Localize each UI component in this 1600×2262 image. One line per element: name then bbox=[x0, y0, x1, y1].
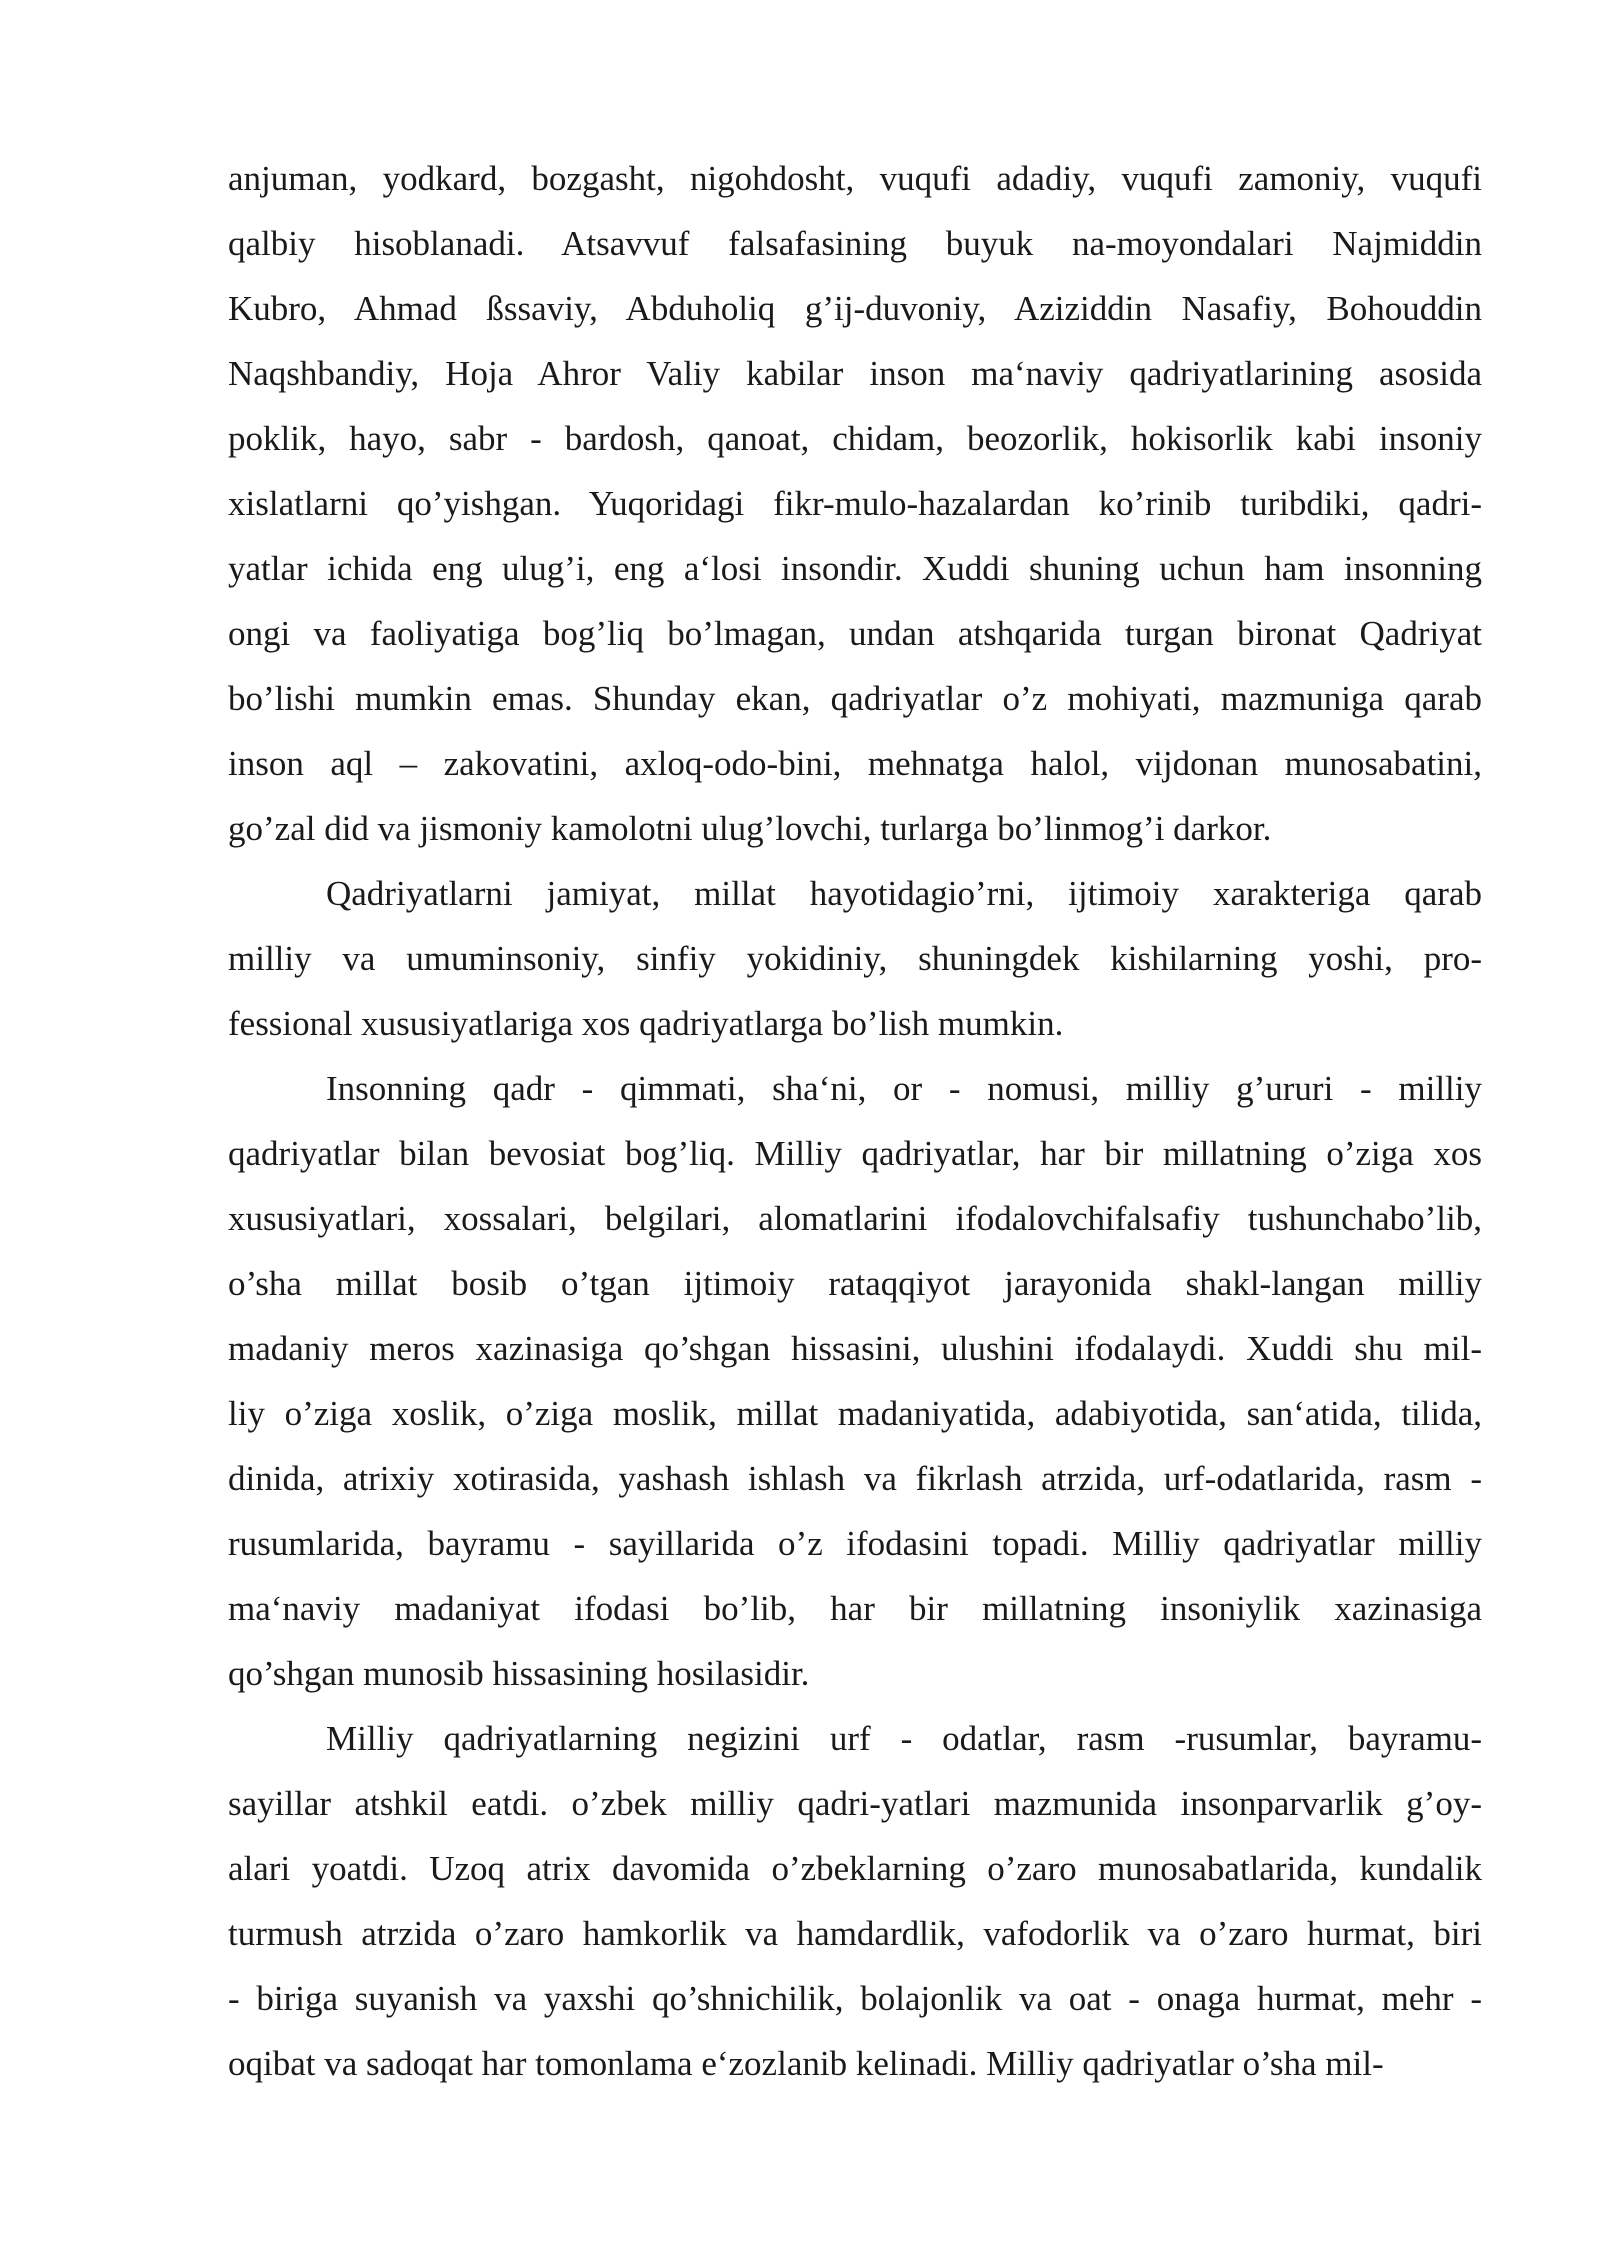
body-text bbox=[228, 146, 1482, 2096]
text-line: turmush atrzida o’zaro hamkorlik va hamdardlik, vafodorlik va o’zaro hurmat, biri bbox=[228, 1914, 1482, 1953]
text-line: Qadriyatlarni jamiyat, millat hayotidagio’rni, ijtimoiy xarakteriga qarab bbox=[326, 874, 1482, 913]
text-line: - biriga suyanish va yaxshi qo’shnichilik, bolajonlik va oat - onaga hurmat, mehr - bbox=[228, 1979, 1482, 2018]
text-line: bo’lishi mumkin emas. Shunday ekan, qadriyatlar o’z mohiyati, mazmuniga qarab bbox=[228, 679, 1482, 718]
text-line: xususiyatlari, xossalari, belgilari, alomatlarini ifodalovchifalsafiy tushunchabo’lib, bbox=[228, 1199, 1482, 1238]
text-line: madaniy meros xazinasiga qo’shgan hissasini, ulushini ifodalaydi. Xuddi shu mil- bbox=[228, 1329, 1482, 1368]
text-line: ma‘naviy madaniyat ifodasi bo’lib, har bir millatning insoniylik xazinasiga bbox=[228, 1589, 1482, 1628]
text-line: rusumlarida, bayramu - sayillarida o’z ifodasini topadi. Milliy qadriyatlar milliy bbox=[228, 1524, 1482, 1563]
text-line: go’zal did va jismoniy kamolotni ulug’lovchi, turlarga bo’linmog’i darkor. bbox=[228, 809, 1272, 848]
paragraph bbox=[228, 1056, 1482, 1706]
text-line: qadriyatlar bilan bevosiat bog’liq. Milliy qadriyatlar, har bir millatning o’ziga xos bbox=[228, 1134, 1482, 1173]
text-line: poklik, hayo, sabr - bardosh, qanoat, chidam, beozorlik, hokisorlik kabi insoniy bbox=[228, 419, 1482, 458]
text-line: anjuman, yodkard, bozgasht, nigohdosht, vuqufi adadiy, vuqufi zamoniy, vuqufi bbox=[228, 159, 1482, 198]
text-line: inson aql – zakovatini, axloq-odo-bini, mehnatga halol, vijdonan munosabatini, bbox=[228, 744, 1482, 783]
text-line: Kubro, Ahmad ßssaviy, Abduholiq g’ij-duvoniy, Aziziddin Nasafiy, Bohouddin bbox=[228, 289, 1482, 328]
text-line: Milliy qadriyatlarning negizini urf - odatlar, rasm -rusumlar, bayramu- bbox=[326, 1719, 1482, 1758]
text-line: milliy va umuminsoniy, sinfiy yokidiniy, shuningdek kishilarning yoshi, pro- bbox=[228, 939, 1482, 978]
paragraph bbox=[228, 146, 1482, 861]
paragraph bbox=[228, 1706, 1482, 2096]
text-line: fessional xususiyatlariga xos qadriyatlarga bo’lish mumkin. bbox=[228, 1004, 1064, 1043]
text-line: oqibat va sadoqat har tomonlama e‘zozlanib kelinadi. Milliy qadriyatlar o’sha mil- bbox=[228, 2044, 1384, 2083]
text-line: sayillar atshkil eatdi. o’zbek milliy qadri-yatlari mazmunida insonparvarlik g’oy- bbox=[228, 1784, 1482, 1823]
text-line: ongi va faoliyatiga bog’liq bo’lmagan, undan atshqarida turgan bironat Qadriyat bbox=[228, 614, 1482, 653]
text-line: liy o’ziga xoslik, o’ziga moslik, millat madaniyatida, adabiyotida, san‘atida, tilida, bbox=[228, 1394, 1482, 1433]
text-line: qalbiy hisoblanadi. Atsavvuf falsafasining buyuk na-moyondalari Najmiddin bbox=[228, 224, 1482, 263]
text-line: Naqshbandiy, Hoja Ahror Valiy kabilar inson ma‘naviy qadriyatlarining asosida bbox=[228, 354, 1482, 393]
text-line: qo’shgan munosib hissasining hosilasidir. bbox=[228, 1654, 810, 1693]
paragraph bbox=[228, 861, 1482, 1056]
text-line: o’sha millat bosib o’tgan ijtimoiy rataqqiyot jarayonida shakl-langan milliy bbox=[228, 1264, 1482, 1303]
text-line: alari yoatdi. Uzoq atrix davomida o’zbeklarning o’zaro munosabatlarida, kundalik bbox=[228, 1849, 1482, 1888]
text-line: dinida, atrixiy xotirasida, yashash ishlash va fikrlash atrzida, urf-odatlarida, rasm - bbox=[228, 1459, 1482, 1498]
text-line: Insonning qadr - qimmati, sha‘ni, or - nomusi, milliy g’ururi - milliy bbox=[326, 1069, 1482, 1108]
text-line: yatlar ichida eng ulug’i, eng a‘losi insondir. Xuddi shuning uchun ham insonning bbox=[228, 549, 1482, 588]
text-line: xislatlarni qo’yishgan. Yuqoridagi fikr-mulo-hazalardan ko’rinib turibdiki, qadri- bbox=[228, 484, 1482, 523]
